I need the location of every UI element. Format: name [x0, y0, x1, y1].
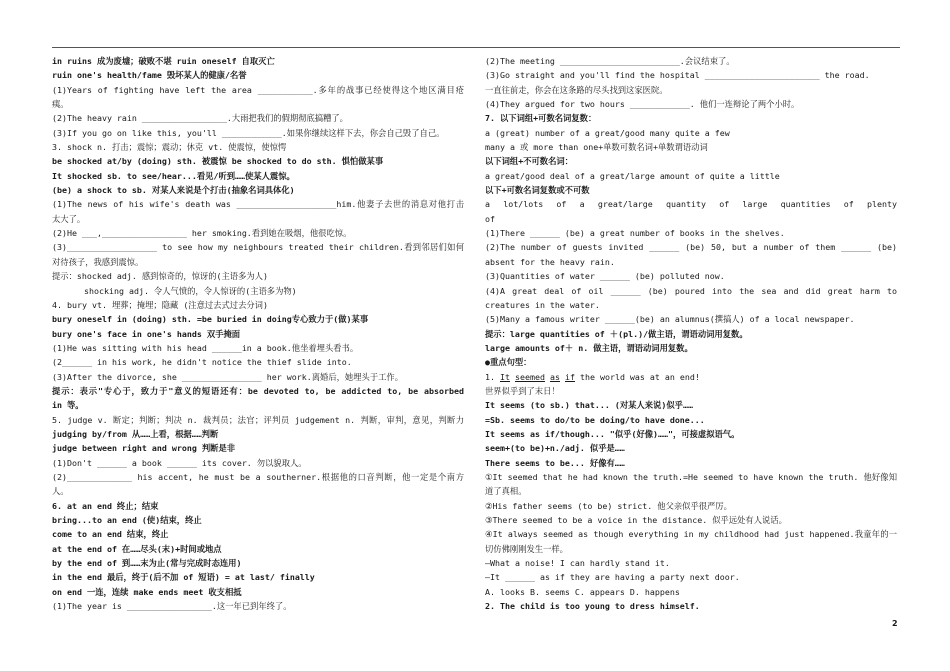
right-text-line: It seems as if/though... "似乎(好像)……"，可接虚拟语气。: [485, 428, 740, 439]
left-text-line: on end 一连，连续 make ends meet 收支相抵: [52, 586, 242, 597]
left-text-line: in 等。: [52, 400, 84, 411]
left-text-line: in the end 最后，终于(后不加 of 短语) = at last/ finally: [52, 572, 315, 583]
left-text-line: (1)Don't ______ a book ______ its cover. 勿以貌取人。: [52, 457, 307, 468]
top-rule: [52, 47, 900, 48]
right-text-line: creatures in the water.: [485, 299, 600, 310]
key-sentence-fragment: the world was at an end!: [574, 371, 700, 382]
right-text-line: of: [485, 213, 495, 224]
right-text-line: ①It seemed that he had known the truth.=He seemed to have known the truth. 他好像知: [485, 471, 897, 482]
right-text-line: (2)The meeting ________________________.会议结束了。: [485, 56, 735, 66]
left-text-line: bury one's face in one's hands 双手掩面: [52, 328, 241, 339]
right-text-line: 世界似乎到了末日！: [485, 385, 560, 396]
right-text-line: 道了真相。: [485, 486, 527, 497]
left-text-line: bring...to an end (使)结束，终止: [52, 515, 202, 525]
page-number: 2: [892, 619, 898, 628]
right-text-line: many a 或 more than one+单数可数名词+单数谓语动词: [485, 142, 708, 153]
right-text-line: absent for the heavy rain.: [485, 256, 615, 267]
left-text-line: at the end of 在……尽头(末)+时间或地点: [52, 543, 222, 554]
left-text-line: (3)If you go on like this, you'll ____________.如果你继续这样下去，你会自己毁了自己。: [52, 127, 445, 138]
right-text-line: ②His father seems (to be) strict. 他父亲似乎很严厉。: [485, 500, 732, 511]
left-text-line: 痍。: [52, 99, 69, 110]
left-text-line: come to an end 结束，终止: [52, 529, 169, 540]
right-text-line: =Sb. seems to do/to be doing/to have done...: [485, 414, 705, 425]
left-text-line: 4. bury vt. 埋葬；掩埋；隐藏 (注意过去式过去分词): [52, 299, 268, 310]
left-text-line: be shocked at/by (doing) sth. 被震惊 be shocked to do sth. 惧怕做某事: [52, 156, 384, 167]
right-text-line: seem+(to be)+n./adj. 似乎是……: [485, 443, 625, 454]
right-text-line: a great/good deal of a great/large amount of quite a little: [485, 170, 780, 181]
right-text-line: (3)Go straight and you'll find the hospital _______________________ the road.: [485, 70, 870, 81]
left-text-line: 5. judge v. 断定；判断；判决 n. 裁判员；法官；评判员 judgement n. 判断，审判，意见，判断力: [52, 414, 464, 425]
right-text-line: ④It always seemed as though everything in my childhood had just happened.我童年的一: [485, 529, 897, 540]
left-text-line: (3)__________________ to see how my neighbours treated their children.看到邻居们如何: [52, 242, 464, 253]
key-sentence-fragment: as: [549, 371, 560, 382]
left-text-line: (2______ in his work, he didn't notice the thief slide into.: [52, 357, 352, 368]
left-text-line: (3)After the divorce, she ________________ her work.离婚后，她埋头于工作。: [52, 371, 404, 382]
right-text-line: (3)Quantities of water ______ (be) polluted now.: [485, 271, 725, 282]
right-text-line: It seems (to sb.) that... (对某人来说)似乎……: [485, 400, 693, 411]
right-text-line: a (great) number of a great/good many quite a few: [485, 127, 730, 138]
left-text-line: (1)The year is _________________.这一年已到年终了。: [52, 601, 292, 612]
left-text-line: 太大了。: [52, 213, 86, 224]
right-text-line: 7. 以下词组+可数名词复数：: [485, 113, 597, 124]
right-text-line: —What a noise! I can hardly stand it.: [485, 558, 670, 569]
left-text-line: in ruins 成为废墟；破败不堪 ruin oneself 自取灭亡: [52, 56, 275, 66]
left-text-line: 6. at an end 终止；结束: [52, 500, 159, 511]
left-text-line: ruin one's health/fame 毁坏某人的健康/名誉: [52, 70, 247, 81]
right-text-line: 2. The child is too young to dress himself.: [485, 601, 700, 612]
left-text-line: bury oneself in (doing) sth. =be buried in doing专心致力于(做)某事: [52, 314, 369, 325]
right-text-line: large amounts of＋ n. 做主语，谓语动词用复数。: [485, 342, 693, 353]
left-text-line: 人。: [52, 486, 69, 497]
left-text-line: (be) a shock to sb. 对某人来说是个打击(抽象名词具体化): [52, 185, 295, 196]
left-text-line: (1)He was sitting with his head ______in a book.他坐着埋头看书。: [52, 342, 359, 353]
right-text-line: (1)There ______ (be) a great number of books in the shelves.: [485, 228, 785, 239]
key-sentence-fragment: 1.: [485, 371, 500, 382]
left-text-line: (2)_____________ his accent, he must be a southerner.根据他的口音判断，他一定是个南方: [52, 471, 464, 482]
left-text-line: It shocked sb. to see/hear...看见/听到……使某人震惊。: [52, 170, 295, 181]
right-text-line: A. looks B. seems C. appears D. happens: [485, 586, 680, 597]
right-text-line: [485, 370, 897, 384]
left-column: [52, 54, 464, 613]
left-text-line: 提示：shocked adj. 感到惊奇的，惊讶的(主语多为人): [52, 271, 268, 282]
left-text-line: by the end of 到……末为止(常与完成时态连用): [52, 558, 242, 569]
right-text-line: 一直往前走，你会在这条路的尽头找到这家医院。: [485, 84, 668, 95]
right-text-line: 以下+可数名词复数或不可数: [485, 185, 590, 196]
right-text-line: ●重点句型：: [485, 357, 532, 368]
left-text-line: (1)Years of fighting have left the area ___________.多年的战事已经使得这个地区满目疮: [52, 84, 464, 95]
left-text-line: judging by/from 从……上看，根据……判断: [52, 428, 219, 439]
left-text-line: 对待孩子，我感到震惊。: [52, 256, 144, 267]
left-text-line: (2)He ___,_________________ her smoking.看到她在吸烟，他很吃惊。: [52, 228, 352, 239]
right-text-line: 切仿佛刚刚发生一样。: [485, 543, 568, 554]
right-text-line: 提示：large quantities of ＋(pl.)/做主语，谓语动词用复数。: [485, 328, 748, 339]
right-text-line: ③There seemed to be a voice in the distance. 似乎远处有人说话。: [485, 515, 787, 525]
key-sentence-fragment: It: [500, 371, 510, 382]
right-text-line: 以下词组+不可数名词：: [485, 156, 573, 167]
left-text-line: 提示：表示"专心于，致力于"意义的短语还有：be devoted to, be addicted to, be absorbed: [52, 385, 464, 396]
right-text-line: a lot/lots of a great/large quantity of large quantities of plenty: [485, 199, 897, 210]
left-text-line: (2)The heavy rain _________________.大雨把我们的假期彻底搞糟了。: [52, 113, 348, 124]
key-sentence-fragment: seemed: [515, 371, 545, 382]
right-text-line: (4)They argued for two hours ____________. 他们一连辩论了两个小时。: [485, 99, 800, 110]
right-text-line: There seems to be... 好像有……: [485, 457, 625, 468]
right-text-line: —It ______ as if they are having a party next door.: [485, 572, 740, 583]
key-sentence-fragment: if: [564, 371, 575, 382]
right-column: [485, 54, 897, 613]
right-text-line: (5)Many a famous writer ______(be) an alumnus(撰搞人) of a local newspaper.: [485, 314, 855, 325]
right-text-line: (4)A great deal of oil ______ (be) poured into the sea and did great harm to: [485, 285, 897, 296]
left-text-line: 3. shock n. 打击；震惊；震动；休克 vt. 使震惊，使惊愕: [52, 142, 287, 153]
left-text-line: judge between right and wrong 判断是非: [52, 443, 236, 454]
left-text-line: (1)The news of his wife's death was ____________________him.他妻子去世的消息对他打击: [52, 199, 464, 210]
left-text-line: shocking adj. 令人气愤的，令人惊讶的(主语多为物): [84, 285, 297, 296]
right-text-line: (2)The number of guests invited ______ (be) 50, but a number of them ______ (be): [485, 242, 897, 253]
